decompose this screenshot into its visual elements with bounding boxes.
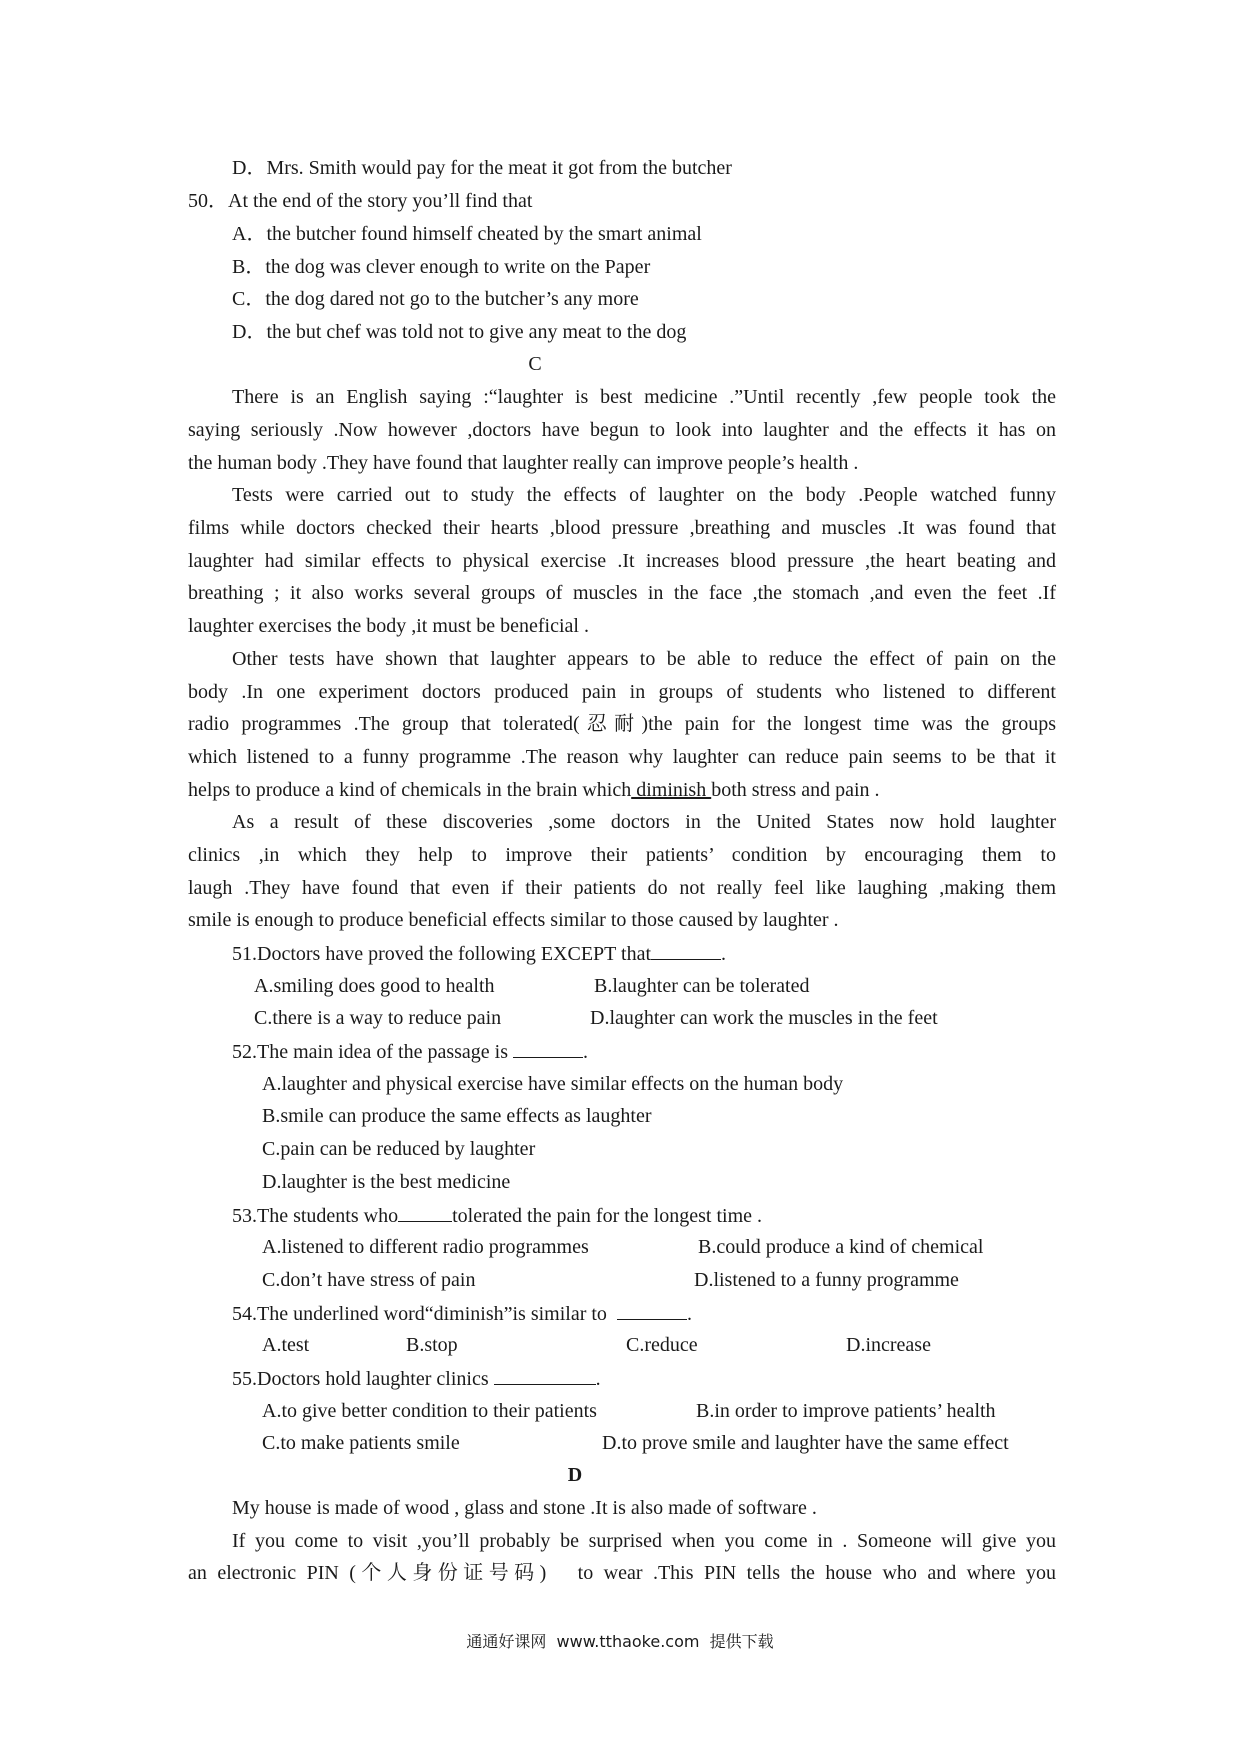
q51-option-d: D.laughter can work the muscles in the feet <box>590 1007 938 1029</box>
q53-stem-post: tolerated the pain for the longest time . <box>452 1205 762 1227</box>
passage-c-p3-line3: radio programmes .The group that tolerated(忍耐)the pain for the longest time was the groups <box>188 713 1056 735</box>
q55-answer-blank <box>494 1366 596 1385</box>
q52-option-a: A.laughter and physical exercise have similar effects on the human body <box>262 1073 844 1095</box>
q52-stem-line <box>232 1039 588 1064</box>
passage-c-p3-line5 <box>188 778 880 802</box>
q51-option-b: B.laughter can be tolerated <box>594 975 810 997</box>
passage-c-p3-line2: body .In one experiment doctors produced pain in groups of students who listened to different <box>188 681 1056 703</box>
q49-option-d: D．Mrs. Smith would pay for the meat it got from the butcher <box>232 157 732 179</box>
passage-d-p2-line1: If you come to visit ,you’ll probably be surprised when you come in . Someone will give you <box>232 1530 1056 1552</box>
q54-stem: 54.The underlined word“diminish”is similar to <box>232 1303 607 1325</box>
passage-c-p2-line1: Tests were carried out to study the effects of laughter on the body .People watched funny <box>232 484 1056 506</box>
q51-stem-end: . <box>721 943 727 965</box>
passage-d-p2-line2: an electronic PIN (个人身份证号码) to wear .This PIN tells the house who and where you <box>188 1562 1056 1584</box>
q53-option-b: B.could produce a kind of chemical <box>698 1236 984 1258</box>
passage-c-p2-line3: laughter had similar effects to physical exercise .It increases blood pressure ,the heart beating and <box>188 550 1056 572</box>
passage-c-p4-line3: laugh .They have found that even if their patients do not really feel like laughing ,making them <box>188 877 1056 899</box>
passage-c-p4-line4: smile is enough to produce beneficial effects similar to those caused by laughter . <box>188 909 839 931</box>
q55-option-c: C.to make patients smile <box>262 1432 460 1454</box>
q53-answer-blank <box>398 1203 452 1222</box>
q54-stem-end: . <box>686 1303 692 1325</box>
q52-stem: 52.The main idea of the passage is <box>232 1041 509 1063</box>
q54-option-d: D.increase <box>846 1334 931 1356</box>
q53-option-c: C.don’t have stress of pain <box>262 1269 476 1291</box>
q50-option-a: A．the butcher found himself cheated by the smart animal <box>232 223 702 245</box>
passage-c-p4-line2: clinics ,in which they help to improve their patients’ condition by encouraging them to <box>188 844 1056 866</box>
passage-c-p3-line1: Other tests have shown that laughter appears to be able to reduce the effect of pain on the <box>232 648 1056 670</box>
q54-option-b: B.stop <box>406 1334 458 1356</box>
q55-stem-end: . <box>595 1368 601 1390</box>
q55-option-a: A.to give better condition to their patients <box>262 1400 597 1422</box>
underlined-word-diminish: diminish <box>631 779 712 801</box>
q55-option-d: D.to prove smile and laughter have the same effect <box>602 1432 1009 1454</box>
passage-c-p3-line5-pre: helps to produce a kind of chemicals in the brain which <box>188 779 632 801</box>
q51-stem-line <box>232 941 726 966</box>
q55-stem-line <box>232 1366 601 1391</box>
q51-option-c: C.there is a way to reduce pain <box>254 1007 502 1029</box>
q51-option-a: A.smiling does good to health <box>254 975 495 997</box>
passage-c-p1-line2: saying seriously .Now however ,doctors have begun to look into laughter and the effects it has on <box>188 419 1056 441</box>
q52-option-d: D.laughter is the best medicine <box>262 1171 511 1193</box>
passage-d-p1: My house is made of wood , glass and stone .It is also made of software . <box>232 1497 817 1519</box>
q54-answer-blank <box>617 1301 687 1320</box>
q53-option-a: A.listened to different radio programmes <box>262 1236 589 1258</box>
q53-stem-line <box>232 1203 762 1228</box>
q54-option-c: C.reduce <box>626 1334 698 1356</box>
q52-stem-end: . <box>583 1041 589 1063</box>
section-c-heading: C <box>528 353 542 375</box>
q50-stem: 50．At the end of the story you’ll find that <box>188 190 533 212</box>
q51-stem: 51.Doctors have proved the following EXCEPT that <box>232 943 652 965</box>
q50-option-b: B．the dog was clever enough to write on the Paper <box>232 256 651 278</box>
q55-stem: 55.Doctors hold laughter clinics <box>232 1368 489 1390</box>
q52-answer-blank <box>513 1039 583 1058</box>
page-footer: 通通好课网 www.tthaoke.com 提供下载 <box>466 1632 774 1651</box>
q54-option-a: A.test <box>262 1334 310 1356</box>
q50-option-c: C．the dog dared not go to the butcher’s any more <box>232 288 639 310</box>
q52-option-b: B.smile can produce the same effects as laughter <box>262 1105 652 1127</box>
passage-c-p2-line2: films while doctors checked their hearts ,blood pressure ,breathing and muscles .It was found that <box>188 517 1056 539</box>
passage-c-p1-line3: the human body .They have found that laughter really can improve people’s health . <box>188 452 859 474</box>
passage-c-p1-line1: There is an English saying :“laughter is best medicine .”Until recently ,few people took the <box>232 386 1056 408</box>
section-d-heading: D <box>567 1464 583 1486</box>
passage-c-p2-line5: laughter exercises the body ,it must be beneficial . <box>188 615 589 637</box>
passage-c-p3-line5-post: both stress and pain . <box>711 779 880 801</box>
q54-stem-line <box>232 1301 692 1326</box>
q53-option-d: D.listened to a funny programme <box>694 1269 959 1291</box>
passage-c-p2-line4: breathing ; it also works several groups of muscles in the face ,the stomach ,and even the feet .If <box>188 582 1056 604</box>
q53-stem-pre: 53.The students who <box>232 1205 399 1227</box>
q52-option-c: C.pain can be reduced by laughter <box>262 1138 536 1160</box>
passage-c-p3-line4: which listened to a funny programme .The reason why laughter can reduce pain seems to be that it <box>188 746 1056 768</box>
passage-c-p4-line1: As a result of these discoveries ,some doctors in the United States now hold laughter <box>232 811 1056 833</box>
q55-option-b: B.in order to improve patients’ health <box>696 1400 996 1422</box>
q50-option-d: D．the but chef was told not to give any meat to the dog <box>232 321 687 343</box>
q51-answer-blank <box>651 941 721 960</box>
